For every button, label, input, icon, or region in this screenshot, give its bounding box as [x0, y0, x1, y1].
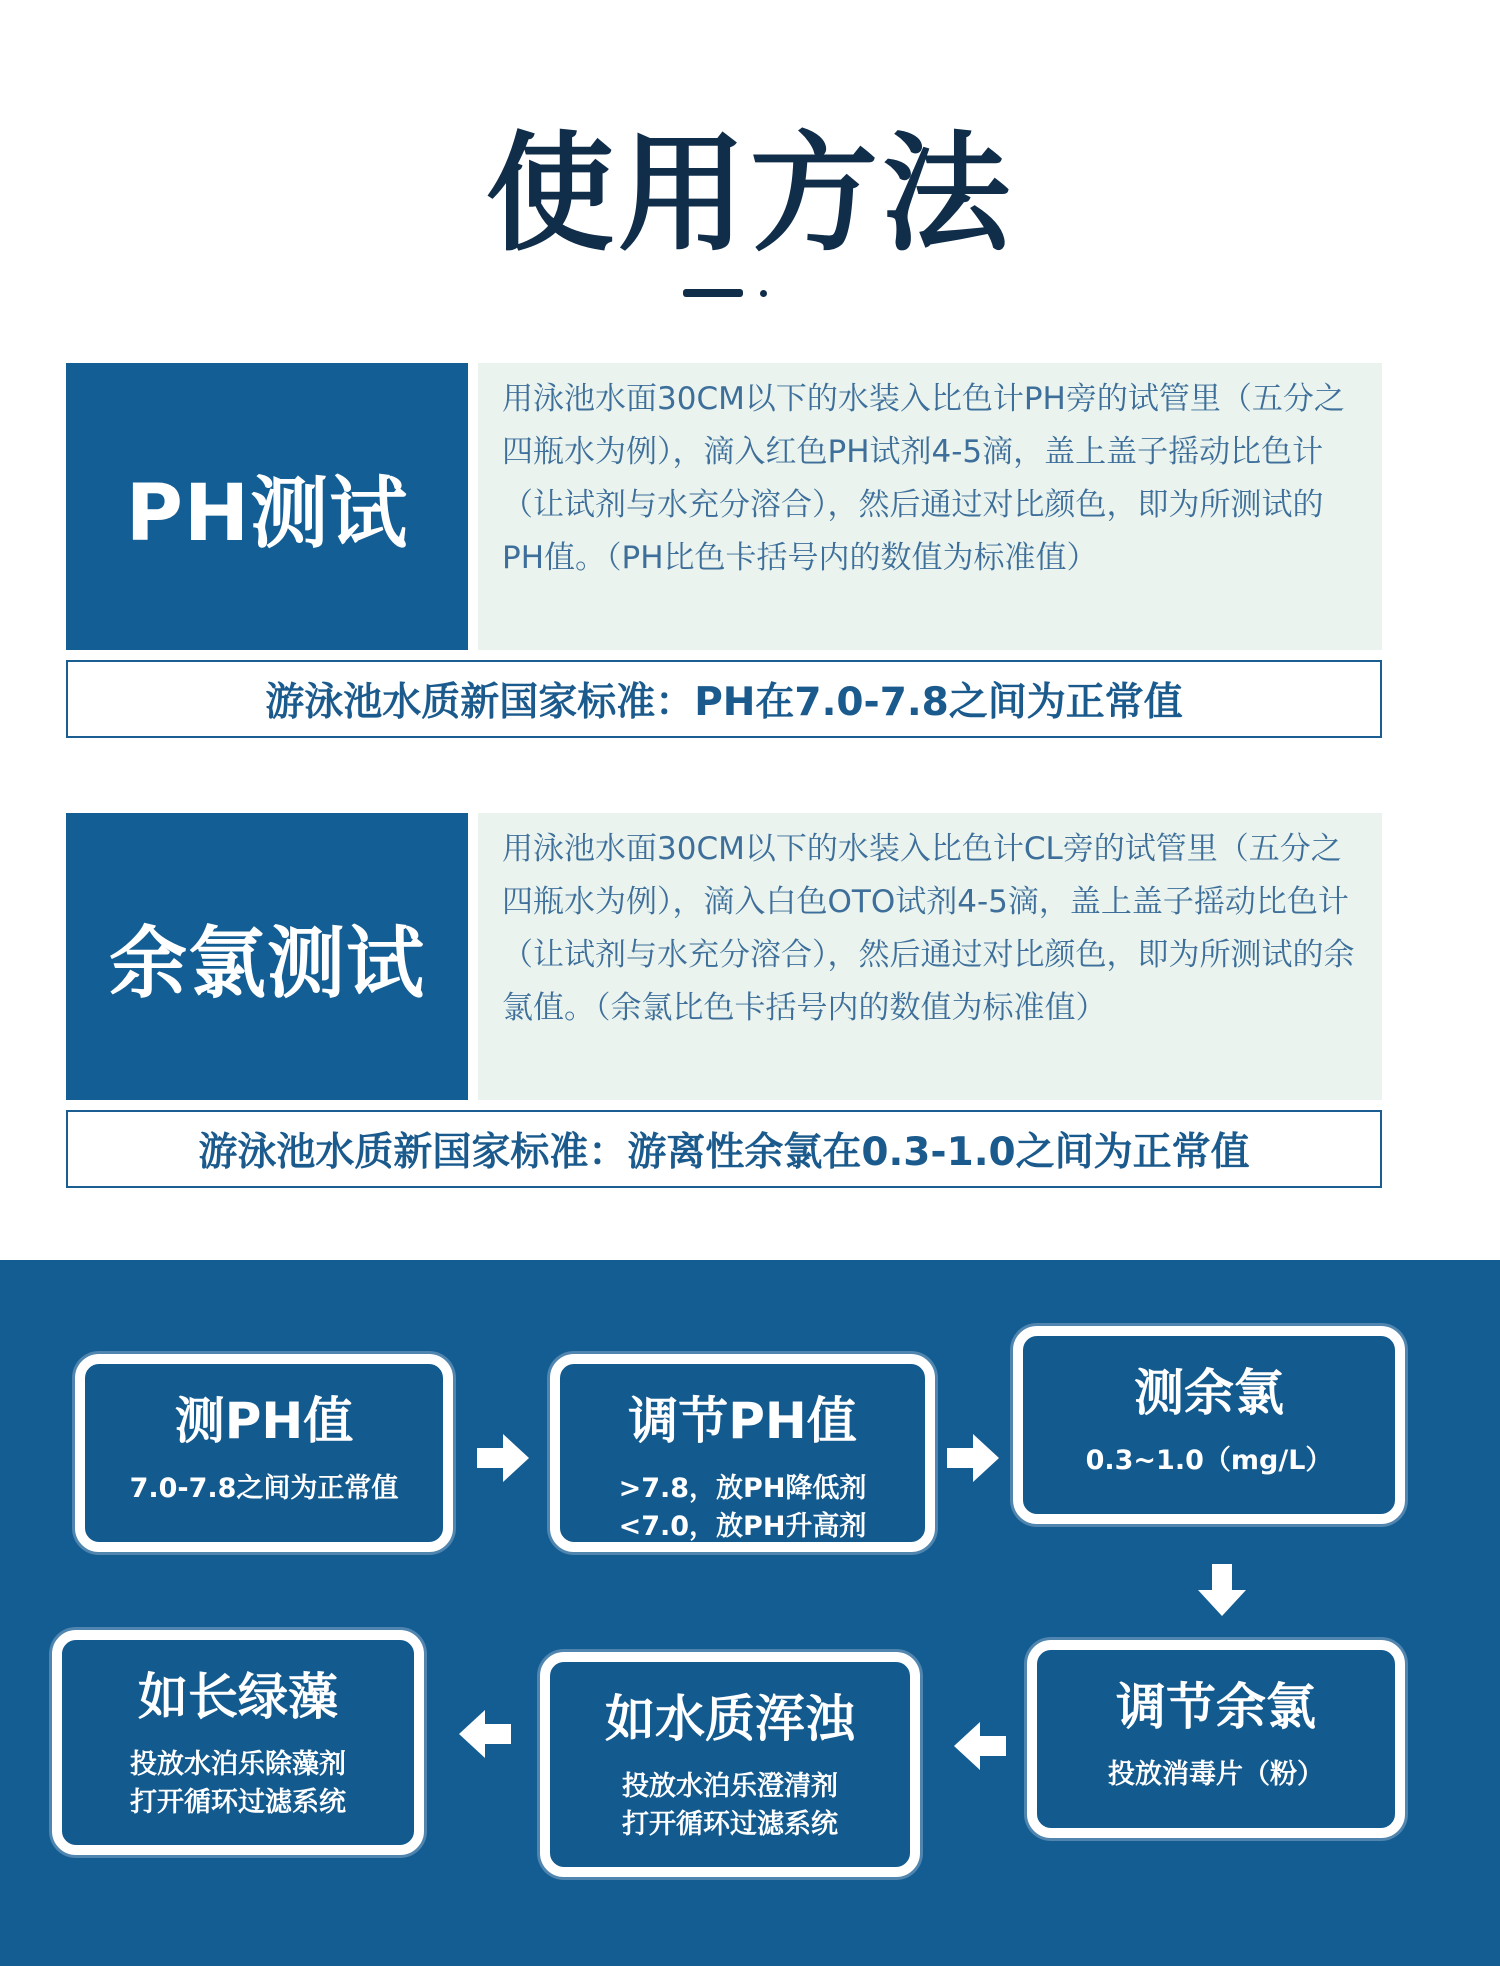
flow-step-title: 测余氯 [1134, 1364, 1284, 1422]
flow-step-line: 打开循环过滤系统 [130, 1787, 346, 1818]
flow-step-line: 0.3~1.0（mg/L） [1085, 1445, 1333, 1476]
flow-step-title: 如水质浑浊 [605, 1690, 855, 1748]
arrow-right-icon [475, 1430, 531, 1486]
ph-test-label: PH测试 [66, 363, 468, 650]
flow-step-title: 测PH值 [174, 1392, 354, 1450]
arrow-down-icon [1194, 1562, 1250, 1618]
title-underline [683, 289, 743, 297]
title-underline-dot [760, 290, 767, 297]
flow-step-title: 如长绿藻 [138, 1668, 338, 1726]
chlorine-test-label: 余氯测试 [66, 813, 468, 1100]
flow-step-line: 7.0-7.8之间为正常值 [129, 1473, 399, 1504]
flow-step-line: 打开循环过滤系统 [622, 1809, 838, 1840]
flow-step-adjust-chlorine [1027, 1640, 1405, 1838]
flow-step-adjust-ph [550, 1354, 935, 1552]
flow-step-measure-chlorine [1013, 1326, 1405, 1524]
chlorine-test-description: 用泳池水面30CM以下的水装入比色计CL旁的试管里（五分之四瓶水为例），滴入白色OTO试剂4-5滴，盖上盖子摇动比色计（让试剂与水充分溶合），然后通过对比颜色，即为所测试的余氯值。（余氯比色卡括号内的数值为标准值） [478, 813, 1382, 1100]
flow-step-line: 投放水泊乐澄清剂 [622, 1771, 838, 1802]
flow-step-line: 投放水泊乐除藻剂 [130, 1749, 346, 1780]
flow-step-line: >7.8，放PH降低剂 [618, 1473, 867, 1504]
ph-standard-banner: 游泳池水质新国家标准：PH在7.0-7.8之间为正常值 [66, 660, 1382, 738]
process-flow-panel [0, 1260, 1500, 1966]
flow-step-line: <7.0，放PH升高剂 [618, 1511, 867, 1542]
flow-step-measure-ph [75, 1354, 453, 1552]
page-title: 使用方法 [485, 120, 1014, 269]
chlorine-standard-banner: 游泳池水质新国家标准：游离性余氯在0.3-1.0之间为正常值 [66, 1110, 1382, 1188]
flow-step-algae [52, 1630, 424, 1855]
flow-step-title: 调节余氯 [1116, 1678, 1316, 1736]
arrow-right-icon [945, 1430, 1001, 1486]
flow-step-line: 投放消毒片（粉） [1108, 1759, 1324, 1790]
flow-step-title: 调节PH值 [628, 1392, 857, 1450]
ph-test-description: 用泳池水面30CM以下的水装入比色计PH旁的试管里（五分之四瓶水为例），滴入红色PH试剂4-5滴，盖上盖子摇动比色计（让试剂与水充分溶合），然后通过对比颜色，即为所测试的PH值。（PH比色卡括号内的数值为标准值） [478, 363, 1382, 650]
arrow-left-icon [952, 1718, 1008, 1774]
arrow-left-icon [457, 1706, 513, 1762]
flow-step-turbid-water [540, 1652, 920, 1877]
